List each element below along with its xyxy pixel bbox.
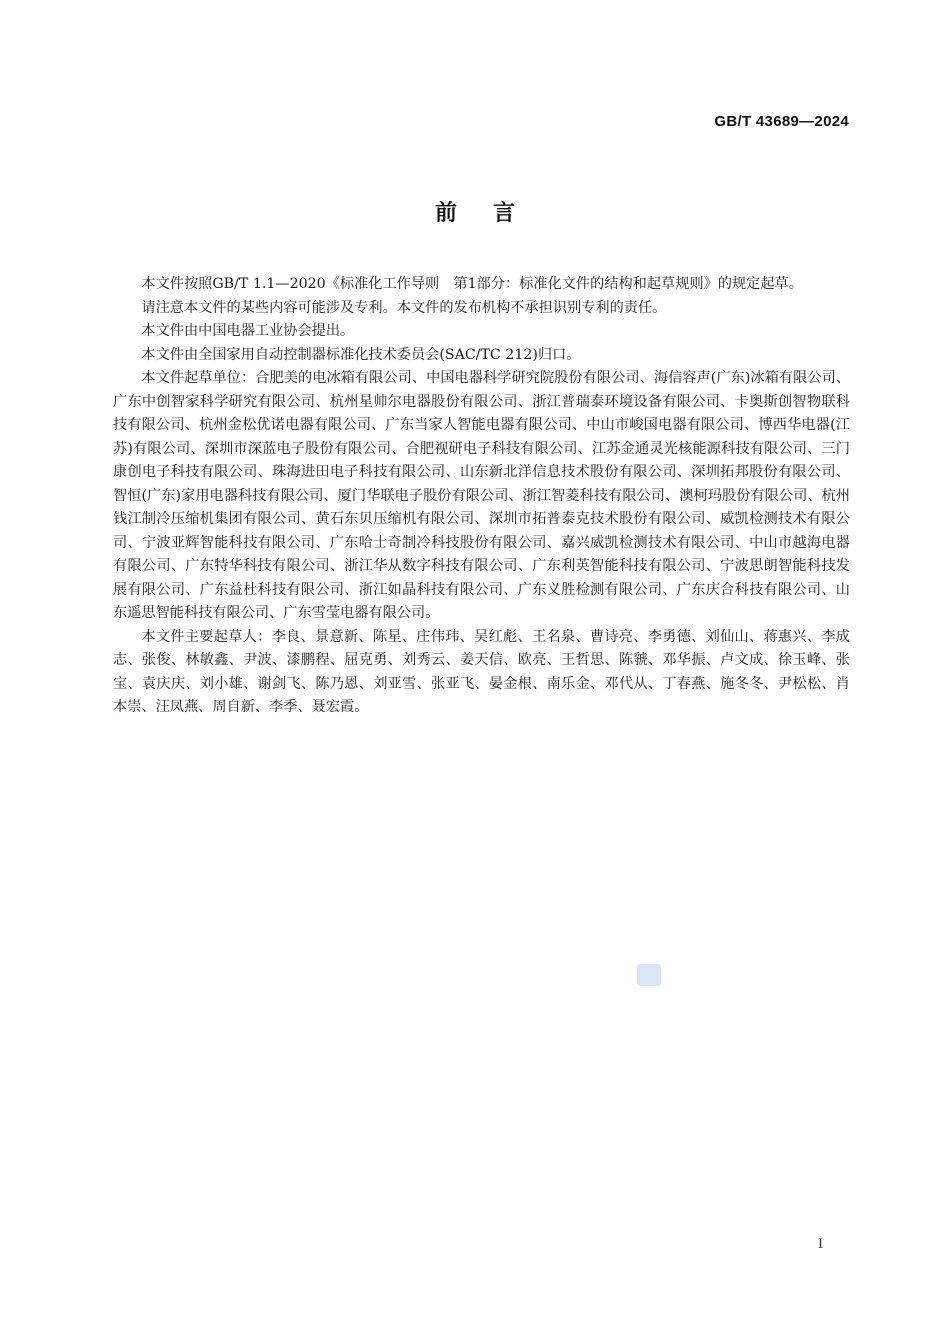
paragraph-technical-committee: 本文件由全国家用自动控制器标准化技术委员会(SAC/TC 212)归口。 <box>141 346 581 363</box>
page-number: I <box>818 1236 823 1252</box>
sac-logo-icon <box>637 964 661 986</box>
foreword-body <box>113 273 850 720</box>
page-title: 前言 <box>434 201 551 226</box>
paragraph-drafters: 本文件主要起草人：李良、景意新、陈星、庄伟玮、吴红彪、王名泉、曹诗亮、李勇德、刘仙山、蒋惠兴、李成志、张俊、林敏鑫、尹波、漆鹏程、屈克勇、刘秀云、姜天信、欧亮、王哲思、陈虢、邓华振、卢文成、徐玉峰、张宝、袁庆庆、刘小雄、谢剑飞、陈乃恩、刘亚雪、张亚飞、晏金根、南乐金、邓代从、丁春燕、施冬冬、尹松松、肖本崇、汪凤燕、周自新、李季、聂宏霞。 <box>113 628 850 715</box>
paragraph-proposer: 本文件由中国电器工业协会提出。 <box>141 323 355 339</box>
paragraph-patent-notice: 请注意本文件的某些内容可能涉及专利。本文件的发布机构不承担识别专利的责任。 <box>141 299 667 316</box>
paragraph-drafting-rules: 本文件按照GB/T 1.1—2020《标准化工作导则 第1部分：标准化文件的结构和起草规则》的规定起草。 <box>141 276 803 292</box>
standard-number: GB/T 43689—2024 <box>714 113 849 130</box>
paragraph-drafting-organizations: 本文件起草单位：合肥美的电冰箱有限公司、中国电器科学研究院股份有限公司、海信容声(广东)冰箱有限公司、广东中创智家科学研究有限公司、杭州星帅尔电器股份有限公司、浙江普瑞泰环境设备有限公司、卡奥斯创智物联科技有限公司、杭州金松优诺电器有限公司、广东当家人智能电器有限公司、中山市峻国电器有限公司、博西华电器(江苏)有限公司、深圳市深蓝电子股份有限公司、合肥视研电子科技有限公司、江苏金通灵光核能源科技有限公司、三门康创电子科技有限公司、珠海进田电子科技有限公司、山东新北洋信息技术股份有限公司、深圳拓邦股份有限公司、智恒(广东)家用电器科技有限公司、厦门华联电子股份有限公司、浙江智菱科技有限公司、澳柯玛股份有限公司、杭州钱江制冷压缩机集团有限公司、黄石东贝压缩机有限公司、深圳市拓普泰克技术股份有限公司、威凯检测技术有限公司、宁波亚辉智能科技有限公司、广东哈士奇制冷科技股份有限公司、嘉兴威凯检测技术有限公司、中山市越海电器有限公司、广东特华科技有限公司、浙江华从数字科技有限公司、广东利英智能科技有限公司、宁波思朗智能科技发展有限公司、广东益杜科技有限公司、浙江如晶科技有限公司、广东义胜检测有限公司、广东庆合科技有限公司、山东遥思智能科技有限公司、广东雪莹电器有限公司。 <box>113 370 850 621</box>
